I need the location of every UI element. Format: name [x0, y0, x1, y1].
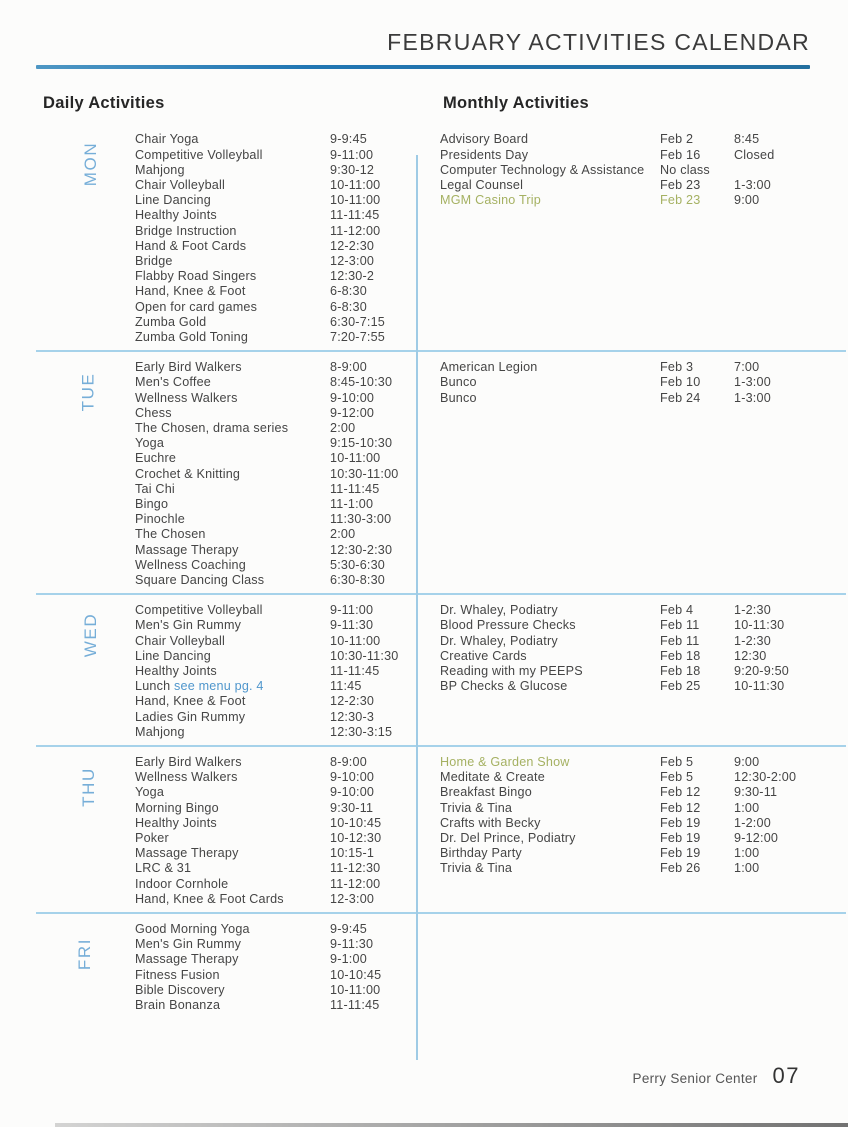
activity-name: Crochet & Knitting [135, 466, 241, 481]
daily-activity-row [135, 360, 400, 375]
daily-activity-row [135, 330, 400, 345]
monthly-activity-row [440, 634, 846, 649]
activity-time: 10-11:00 [330, 177, 381, 192]
daily-activity-row [135, 527, 400, 542]
activity-name: Dr. Whaley, Podiatry [440, 633, 558, 648]
activity-time: 5:30-6:30 [330, 557, 386, 572]
activity-time: 10:15-1 [330, 846, 375, 861]
activity-time: 12-3:00 [330, 253, 375, 268]
activity-name: Advisory Board [440, 132, 529, 147]
activity-time: 12-2:30 [330, 238, 375, 253]
daily-activity-row [135, 163, 400, 178]
activity-time: 6-8:30 [330, 299, 367, 314]
activity-time: 12-3:00 [330, 891, 375, 906]
activity-name: Presidents Day [440, 147, 529, 162]
daily-activity-row [135, 603, 400, 618]
day-section-mon [36, 124, 846, 350]
activity-name: Dr. Whaley, Podiatry [440, 603, 558, 618]
daily-activity-row [135, 634, 400, 649]
activity-time: 11:45 [330, 679, 362, 694]
activity-name: Zumba Gold Toning [135, 329, 249, 344]
daily-activity-row [135, 543, 400, 558]
monthly-activities-list [440, 132, 846, 208]
activity-time: 8:45 [734, 132, 760, 147]
activity-name: MGM Casino Trip [440, 193, 541, 208]
activity-time: 10:30-11:00 [330, 466, 399, 481]
day-section-fri [36, 912, 846, 1018]
activity-name: Massage Therapy [135, 846, 239, 861]
daily-activity-row [135, 375, 400, 390]
activity-name: Bunco [440, 390, 477, 405]
activity-name: Euchre [135, 451, 177, 466]
activity-time: 11-12:00 [330, 876, 381, 891]
activity-name: Bridge Instruction [135, 223, 237, 238]
activity-name: Brain Bonanza [135, 998, 221, 1013]
monthly-activity-row [440, 664, 846, 679]
activity-name: Breakfast Bingo [440, 785, 532, 800]
activity-time: 9:00 [734, 755, 760, 770]
column-headings [0, 94, 848, 116]
daily-activity-row [135, 877, 400, 892]
activity-time: 11-11:45 [330, 998, 380, 1013]
day-section-wed [36, 593, 846, 745]
activity-name: Tai Chi [135, 481, 175, 496]
day-label-mon: MON [81, 142, 101, 187]
activity-date: Feb 2 [660, 132, 694, 147]
activity-time: 8-9:00 [330, 360, 367, 375]
activity-time: 9-12:00 [330, 405, 375, 420]
activity-date: Feb 26 [660, 861, 701, 876]
activity-time: 10:30-11:30 [330, 648, 399, 663]
activity-time: 9-10:00 [330, 785, 375, 800]
monthly-activity-row [440, 618, 846, 633]
daily-activity-row [135, 482, 400, 497]
activity-name: Home & Garden Show [440, 755, 570, 770]
activity-name: Line Dancing [135, 648, 211, 663]
monthly-activity-row [440, 193, 846, 208]
activity-name: Mahjong [135, 724, 185, 739]
activity-time: 8-9:00 [330, 755, 367, 770]
monthly-activities-list [440, 755, 846, 877]
daily-activities-list [135, 132, 400, 345]
activity-name: Good Morning Yoga [135, 922, 250, 937]
activity-time: 1-3:00 [734, 390, 771, 405]
daily-activity-row [135, 512, 400, 527]
activity-name: Bible Discovery [135, 982, 225, 997]
activity-time: 10-12:30 [330, 831, 382, 846]
activity-time: 11-11:45 [330, 664, 380, 678]
daily-activity-row [135, 679, 400, 694]
monthly-activity-row [440, 679, 846, 694]
monthly-activity-row [440, 755, 846, 770]
activity-time: 11-11:45 [330, 208, 380, 223]
activity-time: 9:00 [734, 193, 760, 208]
daily-activities-list [135, 755, 400, 907]
day-label-fri: FRI [75, 937, 95, 971]
daily-activity-row [135, 816, 400, 831]
activity-name: Chair Volleyball [135, 633, 226, 648]
activity-date: Feb 4 [660, 603, 694, 618]
activity-time: 9-12:00 [734, 831, 779, 846]
activity-time: 9-11:30 [330, 937, 374, 952]
activity-date: No class [660, 162, 710, 177]
activity-name: Fitness Fusion [135, 967, 220, 982]
footer-page-number: 07 [772, 1063, 800, 1088]
daily-activity-row [135, 193, 400, 208]
monthly-activity-row [440, 178, 846, 193]
daily-activity-row [135, 846, 400, 861]
activity-time: 9-11:00 [330, 147, 374, 162]
activity-name: Creative Cards [440, 648, 527, 663]
daily-activity-row [135, 558, 400, 573]
monthly-activities-list [440, 360, 846, 406]
activity-time: 9:15-10:30 [330, 436, 393, 451]
activity-time: 12:30-2 [330, 269, 375, 284]
activity-time: 10-10:45 [330, 815, 382, 830]
activity-time: 6:30-8:30 [330, 572, 386, 587]
daily-activities-list [135, 360, 400, 588]
daily-activities-list [135, 603, 400, 740]
daily-activity-row [135, 391, 400, 406]
activity-time: 9-11:00 [330, 603, 374, 618]
activity-name: Flabby Road Singers [135, 269, 257, 284]
activity-time: 11-11:45 [330, 481, 380, 496]
activity-time: 12-2:30 [330, 694, 375, 709]
activity-name: Men's Gin Rummy [135, 937, 242, 952]
activity-name: BP Checks & Glucose [440, 679, 568, 694]
daily-activity-row [135, 922, 400, 937]
activity-time: 9:20-9:50 [734, 664, 790, 678]
activity-name: Zumba Gold [135, 314, 207, 329]
day-label-tue: TUE [78, 372, 98, 412]
daily-activity-row [135, 421, 400, 436]
activity-name: Massage Therapy [135, 952, 239, 967]
activity-name: Bridge [135, 253, 173, 268]
activity-date: Feb 10 [660, 375, 701, 390]
page-footer [633, 1063, 800, 1089]
activity-time: 7:20-7:55 [330, 329, 386, 344]
activity-time: 10-11:00 [330, 982, 381, 997]
activity-name: Yoga [135, 436, 165, 451]
activity-time: 9-10:00 [330, 770, 375, 785]
daily-activity-row [135, 801, 400, 816]
activity-time: 11-1:00 [330, 496, 374, 511]
activity-name: Wellness Walkers [135, 770, 238, 785]
activity-date: Feb 19 [660, 831, 701, 846]
activity-time: 12:30-3 [330, 709, 375, 724]
monthly-activities-heading: Monthly Activities [443, 94, 589, 113]
activity-date: Feb 25 [660, 679, 701, 694]
activity-name: Competitive Volleyball [135, 603, 263, 618]
activity-name: Men's Gin Rummy [135, 618, 242, 633]
activity-name: Healthy Joints [135, 208, 217, 223]
activity-name: Open for card games [135, 299, 258, 314]
daily-activity-row [135, 710, 400, 725]
monthly-activity-row [440, 801, 846, 816]
activity-name: Hand, Knee & Foot Cards [135, 891, 284, 906]
activity-name: Wellness Walkers [135, 390, 238, 405]
activity-time: 9-10:00 [330, 390, 375, 405]
activity-time: 10-11:00 [330, 633, 381, 648]
monthly-activity-row [440, 785, 846, 800]
activity-date: Feb 12 [660, 800, 701, 815]
daily-activity-row [135, 208, 400, 223]
activity-name: Indoor Cornhole [135, 876, 229, 891]
activity-time: 6-8:30 [330, 284, 367, 299]
activity-time: 1-2:30 [734, 603, 771, 618]
calendar-body [36, 124, 846, 1018]
activity-time: 2:00 [330, 527, 356, 542]
monthly-activity-row [440, 148, 846, 163]
activity-name: Wellness Coaching [135, 557, 246, 572]
monthly-activities-list [440, 603, 846, 694]
scan-edge-shadow [55, 1123, 848, 1127]
header-rule [36, 65, 810, 69]
activity-name: Mahjong [135, 162, 185, 177]
activity-date: Feb 23 [660, 193, 701, 208]
activity-time [734, 163, 846, 178]
daily-activity-row [135, 952, 400, 967]
daily-activity-row [135, 254, 400, 269]
activity-time: 11-12:00 [330, 223, 381, 238]
monthly-activity-row [440, 132, 846, 147]
column-divider-line [416, 155, 418, 1060]
activity-time: 10-11:00 [330, 451, 381, 466]
activity-name: Hand, Knee & Foot [135, 284, 246, 299]
activity-name: Ladies Gin Rummy [135, 709, 246, 724]
activity-date: Feb 16 [660, 147, 701, 162]
activity-name: Dr. Del Prince, Podiatry [440, 831, 576, 846]
daily-activity-row [135, 239, 400, 254]
activity-time: 12:30-3:15 [330, 724, 393, 739]
daily-activity-row [135, 937, 400, 952]
activity-time: 12:30-2:30 [330, 542, 393, 557]
activity-name: Bingo [135, 496, 169, 511]
activity-time: 7:00 [734, 360, 760, 375]
activity-name: American Legion [440, 360, 538, 375]
daily-activity-row [135, 436, 400, 451]
day-section-thu [36, 745, 846, 912]
monthly-activity-row [440, 770, 846, 785]
monthly-activity-row [440, 816, 846, 831]
activity-time: 1-3:00 [734, 375, 771, 390]
activity-name: Reading with my PEEPS [440, 664, 583, 678]
activity-time: 11:30-3:00 [330, 512, 392, 527]
activity-date: Feb 11 [660, 618, 700, 633]
daily-activity-row [135, 284, 400, 299]
activity-time: 1-2:30 [734, 633, 771, 648]
monthly-activity-row [440, 649, 846, 664]
daily-activity-row [135, 861, 400, 876]
activity-name: Chess [135, 405, 172, 420]
activity-name: Chair Volleyball [135, 177, 226, 192]
daily-activity-row [135, 755, 400, 770]
activity-time: 9:30-11 [330, 800, 374, 815]
daily-activity-row [135, 968, 400, 983]
activity-time: 1:00 [734, 846, 760, 861]
activity-name: Bunco [440, 375, 477, 390]
day-columns [36, 922, 846, 1013]
daily-activity-row [135, 618, 400, 633]
activity-name: Computer Technology & Assistance [440, 162, 645, 177]
activity-date: Feb 18 [660, 648, 701, 663]
activity-date: Feb 19 [660, 846, 701, 861]
daily-activity-row [135, 224, 400, 239]
daily-activity-row [135, 785, 400, 800]
daily-activity-row [135, 178, 400, 193]
page-header [36, 30, 810, 69]
activity-date: Feb 5 [660, 755, 694, 770]
activity-name: Pinochle [135, 512, 185, 527]
activity-name: Meditate & Create [440, 770, 545, 785]
daily-activity-row [135, 451, 400, 466]
activity-name: Chair Yoga [135, 132, 199, 147]
monthly-activity-row [440, 360, 846, 375]
activity-time: 9:30-11 [734, 785, 778, 800]
activity-name: Trivia & Tina [440, 861, 513, 876]
activity-name: LRC & 31 [135, 861, 192, 876]
activity-name: Lunch see menu pg. 4 [135, 679, 264, 694]
activity-time: Closed [734, 147, 775, 162]
activity-date: Feb 23 [660, 177, 701, 192]
activity-name: Line Dancing [135, 193, 211, 208]
day-label-wed: WED [81, 612, 101, 658]
activity-name: Hand & Foot Cards [135, 238, 247, 253]
monthly-activity-row [440, 375, 846, 390]
daily-activity-row [135, 649, 400, 664]
activity-name: Men's Coffee [135, 375, 211, 390]
daily-activity-row [135, 315, 400, 330]
activity-name: Poker [135, 831, 169, 846]
daily-activity-row [135, 406, 400, 421]
activity-name: Healthy Joints [135, 664, 217, 678]
daily-activity-row [135, 467, 400, 482]
daily-activity-row [135, 300, 400, 315]
daily-activity-row [135, 269, 400, 284]
activity-date: Feb 24 [660, 390, 701, 405]
activity-time: 9-9:45 [330, 922, 367, 937]
activity-time: 9-9:45 [330, 132, 367, 147]
daily-activity-row [135, 831, 400, 846]
activity-time: 10-10:45 [330, 967, 382, 982]
daily-activities-list [135, 922, 400, 1013]
page-title: FEBRUARY ACTIVITIES CALENDAR [387, 29, 810, 55]
day-label-thu: THU [78, 767, 98, 807]
activity-name: Massage Therapy [135, 542, 239, 557]
activity-date: Feb 12 [660, 785, 701, 800]
monthly-activity-row [440, 831, 846, 846]
daily-activity-row [135, 694, 400, 709]
activity-time: 12:30-2:00 [734, 770, 797, 785]
activity-time: 9-11:30 [330, 618, 374, 633]
activity-name: Yoga [135, 785, 165, 800]
activity-time: 10-11:00 [330, 193, 381, 208]
footer-site-name: Perry Senior Center [632, 1071, 758, 1086]
daily-activity-row [135, 725, 400, 740]
activity-date: Feb 19 [660, 815, 701, 830]
activity-name: The Chosen, drama series [135, 420, 289, 435]
activity-time: 8:45-10:30 [330, 375, 393, 390]
activity-name: Square Dancing Class [135, 572, 265, 587]
activity-time: 2:00 [330, 420, 356, 435]
daily-activity-row [135, 770, 400, 785]
daily-activity-row [135, 998, 400, 1013]
activity-time: 1:00 [734, 800, 760, 815]
activity-name: Competitive Volleyball [135, 147, 263, 162]
day-columns [36, 603, 846, 740]
day-section-tue [36, 350, 846, 593]
monthly-activity-row [440, 861, 846, 876]
daily-activity-row [135, 983, 400, 998]
activity-date: Feb 3 [660, 360, 694, 375]
daily-activity-row [135, 892, 400, 907]
daily-activity-row [135, 132, 400, 147]
daily-activities-heading: Daily Activities [43, 94, 165, 113]
monthly-activity-row [440, 846, 846, 861]
daily-activity-row [135, 497, 400, 512]
activity-time: 9-1:00 [330, 952, 367, 967]
activity-time: 11-12:30 [330, 861, 381, 876]
activity-name: Early Bird Walkers [135, 360, 242, 375]
monthly-activity-row [440, 391, 846, 406]
activity-date: Feb 5 [660, 770, 694, 785]
activity-time: 10-11:30 [734, 679, 785, 694]
activity-name: The Chosen [135, 527, 206, 542]
activity-name: Crafts with Becky [440, 815, 541, 830]
activity-date: Feb 18 [660, 664, 701, 678]
daily-activity-row [135, 148, 400, 163]
activity-name: Hand, Knee & Foot [135, 694, 246, 709]
activity-date: Feb 11 [660, 633, 700, 648]
day-columns [36, 360, 846, 588]
activity-time: 1-3:00 [734, 177, 771, 192]
see-menu-link: see menu pg. 4 [174, 679, 264, 694]
activity-name: Healthy Joints [135, 815, 217, 830]
activity-name: Blood Pressure Checks [440, 618, 576, 633]
activity-time: 6:30-7:15 [330, 314, 386, 329]
monthly-activity-row [440, 163, 846, 178]
day-columns [36, 755, 846, 907]
activity-time: 9:30-12 [330, 162, 375, 177]
activity-name: Early Bird Walkers [135, 755, 242, 770]
daily-activity-row [135, 573, 400, 588]
monthly-activity-row [440, 603, 846, 618]
activity-name: Birthday Party [440, 846, 522, 861]
daily-activity-row [135, 664, 400, 679]
activity-time: 10-11:30 [734, 618, 785, 633]
activity-time: 1-2:00 [734, 815, 771, 830]
activity-time: 12:30 [734, 648, 767, 663]
activity-name: Legal Counsel [440, 177, 524, 192]
activity-time: 1:00 [734, 861, 760, 876]
activity-name: Trivia & Tina [440, 800, 513, 815]
activity-name: Morning Bingo [135, 800, 219, 815]
day-columns [36, 132, 846, 345]
